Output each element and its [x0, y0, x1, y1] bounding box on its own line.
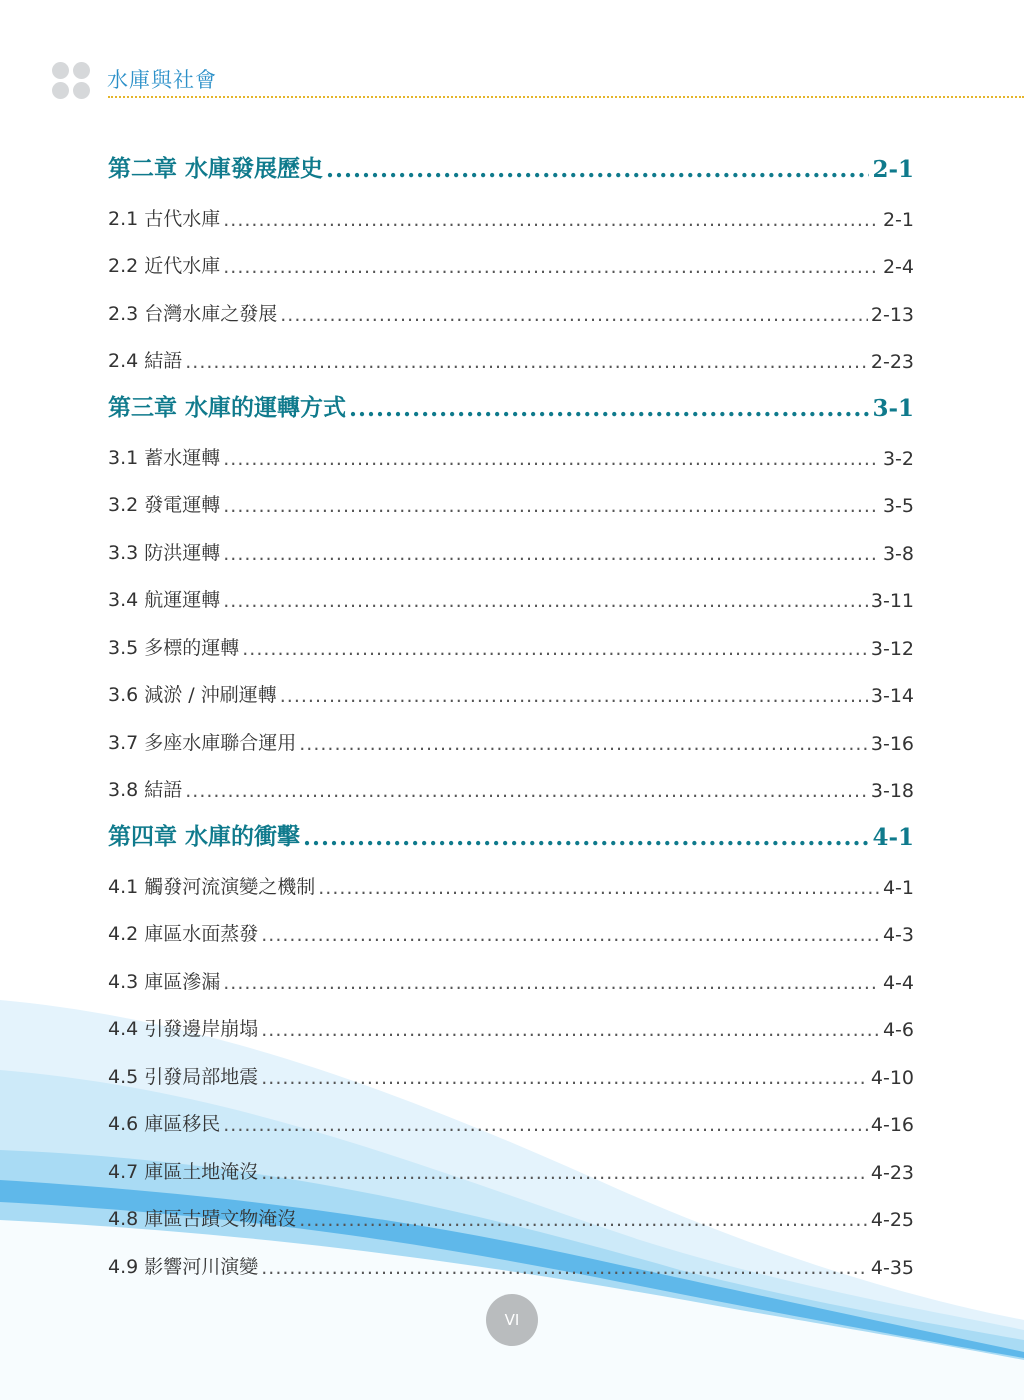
toc-entry-page: 3-1 — [872, 395, 914, 422]
dot-leader — [299, 1209, 868, 1231]
toc-section-entry[interactable] — [108, 1095, 914, 1143]
toc-entry-page: 4-6 — [882, 1019, 914, 1041]
toc-chapter-entry[interactable] — [108, 808, 914, 857]
toc-section-entry[interactable] — [108, 713, 914, 761]
toc-entry-title: 3.7 多座水庫聯合運用 — [108, 731, 297, 754]
dot-leader — [318, 877, 880, 899]
dot-leader — [223, 209, 880, 231]
toc-entry-page: 4-1 — [872, 824, 914, 851]
toc-entry-page: 2-13 — [870, 303, 914, 326]
dot-leader — [326, 156, 869, 183]
toc-entry-page: 3-11 — [870, 590, 914, 612]
toc-entry-title: 第四章 水庫的衝擊 — [108, 823, 301, 850]
toc-entry-title: 第二章 水庫發展歷史 — [108, 155, 324, 182]
toc-section-entry[interactable] — [108, 571, 914, 619]
toc-entry-page: 2-4 — [882, 256, 914, 278]
toc-entry-title: 4.8 庫區古蹟文物淹沒 — [108, 1208, 297, 1230]
toc-entry-page: 3-2 — [882, 447, 914, 470]
toc-section-entry[interactable] — [108, 1047, 914, 1095]
toc-entry-title: 4.9 影響河川演變 — [108, 1255, 259, 1278]
dot-leader — [223, 543, 880, 565]
dot-leader — [261, 1257, 868, 1279]
toc-entry-title: 2.2 近代水庫 — [108, 255, 221, 277]
toc-entry-title: 4.7 庫區土地淹沒 — [108, 1160, 259, 1183]
toc-chapter-entry[interactable] — [108, 140, 914, 189]
dot-leader — [299, 733, 868, 755]
toc-entry-title: 3.2 發電運轉 — [108, 494, 221, 516]
dot-leader — [223, 972, 880, 994]
toc-section-entry[interactable] — [108, 523, 914, 571]
dot-leader — [303, 824, 869, 851]
toc-entry-title: 3.3 防洪運轉 — [108, 541, 221, 564]
dot-leader — [223, 1114, 868, 1136]
toc-entry-page: 2-1 — [882, 208, 914, 231]
toc-chapter-entry[interactable] — [108, 379, 914, 428]
page-number-badge — [486, 1294, 538, 1346]
toc-entry-page: 3-14 — [870, 685, 914, 707]
dot-leader — [280, 304, 868, 326]
toc-entry-page: 4-10 — [870, 1066, 914, 1089]
dot-leader — [242, 638, 868, 660]
toc-entry-page: 3-12 — [870, 637, 914, 660]
toc-section-entry[interactable] — [108, 666, 914, 714]
toc-entry-page: 3-16 — [870, 732, 914, 755]
toc-section-entry[interactable] — [108, 332, 914, 380]
toc-section-entry[interactable] — [108, 428, 914, 476]
toc-entry-page: 4-1 — [882, 876, 914, 899]
toc-entry-page: 2-23 — [870, 351, 914, 373]
toc-section-entry[interactable] — [108, 905, 914, 953]
toc-section-entry[interactable] — [108, 284, 914, 332]
toc-section-entry[interactable] — [108, 1000, 914, 1048]
dot-leader — [223, 448, 880, 470]
toc-section-entry[interactable] — [108, 189, 914, 237]
dot-leader — [261, 1162, 868, 1184]
toc-entry-page: 3-8 — [882, 542, 914, 565]
toc-entry-title: 4.6 庫區移民 — [108, 1113, 221, 1135]
table-of-contents — [108, 140, 914, 1285]
dot-leader — [185, 780, 868, 802]
dot-leader — [280, 685, 868, 707]
toc-entry-page: 4-16 — [870, 1114, 914, 1136]
toc-entry-title: 4.1 觸發河流演變之機制 — [108, 875, 316, 898]
toc-entry-page: 3-5 — [882, 495, 914, 517]
toc-entry-title: 3.8 結語 — [108, 779, 183, 801]
dot-leader — [349, 395, 869, 422]
dot-leader — [185, 351, 868, 373]
toc-section-entry[interactable] — [108, 237, 914, 285]
toc-entry-title: 3.1 蓄水運轉 — [108, 446, 221, 469]
toc-entry-page: 4-3 — [882, 924, 914, 946]
toc-section-entry[interactable] — [108, 1142, 914, 1190]
toc-entry-title: 3.5 多標的運轉 — [108, 636, 240, 659]
dot-leader — [261, 1067, 868, 1089]
toc-entry-title: 4.5 引發局部地震 — [108, 1065, 259, 1088]
toc-entry-title: 2.4 結語 — [108, 350, 183, 372]
toc-entry-title: 4.2 庫區水面蒸發 — [108, 923, 259, 945]
toc-entry-page: 3-18 — [870, 780, 914, 802]
toc-entry-page: 2-1 — [872, 156, 914, 183]
dot-leader — [261, 924, 880, 946]
toc-section-entry[interactable] — [108, 952, 914, 1000]
dot-leader — [223, 256, 880, 278]
toc-entry-title: 2.3 台灣水庫之發展 — [108, 302, 278, 325]
toc-entry-page: 4-4 — [882, 971, 914, 994]
page-header — [52, 60, 1024, 102]
page-number: VI — [504, 1311, 520, 1329]
header-title: 水庫與社會 — [107, 68, 217, 92]
toc-section-entry[interactable] — [108, 857, 914, 905]
logo-icon — [52, 62, 92, 102]
toc-entry-title: 3.4 航運運轉 — [108, 589, 221, 611]
toc-entry-title: 4.4 引發邊岸崩塌 — [108, 1018, 259, 1040]
toc-section-entry[interactable] — [108, 1190, 914, 1238]
toc-entry-title: 2.1 古代水庫 — [108, 207, 221, 230]
toc-entry-title: 第三章 水庫的運轉方式 — [108, 394, 347, 421]
header-divider — [108, 96, 1024, 98]
dot-leader — [223, 495, 880, 517]
dot-leader — [223, 590, 868, 612]
toc-entry-page: 4-35 — [870, 1256, 914, 1279]
toc-entry-title: 4.3 庫區滲漏 — [108, 970, 221, 993]
toc-entry-title: 3.6 減淤 / 沖刷運轉 — [108, 684, 277, 706]
dot-leader — [261, 1019, 880, 1041]
toc-section-entry[interactable] — [108, 476, 914, 524]
toc-section-entry[interactable] — [108, 1237, 914, 1285]
toc-entry-page: 4-23 — [870, 1161, 914, 1184]
toc-entry-page: 4-25 — [870, 1209, 914, 1231]
toc-section-entry[interactable] — [108, 761, 914, 809]
toc-section-entry[interactable] — [108, 618, 914, 666]
